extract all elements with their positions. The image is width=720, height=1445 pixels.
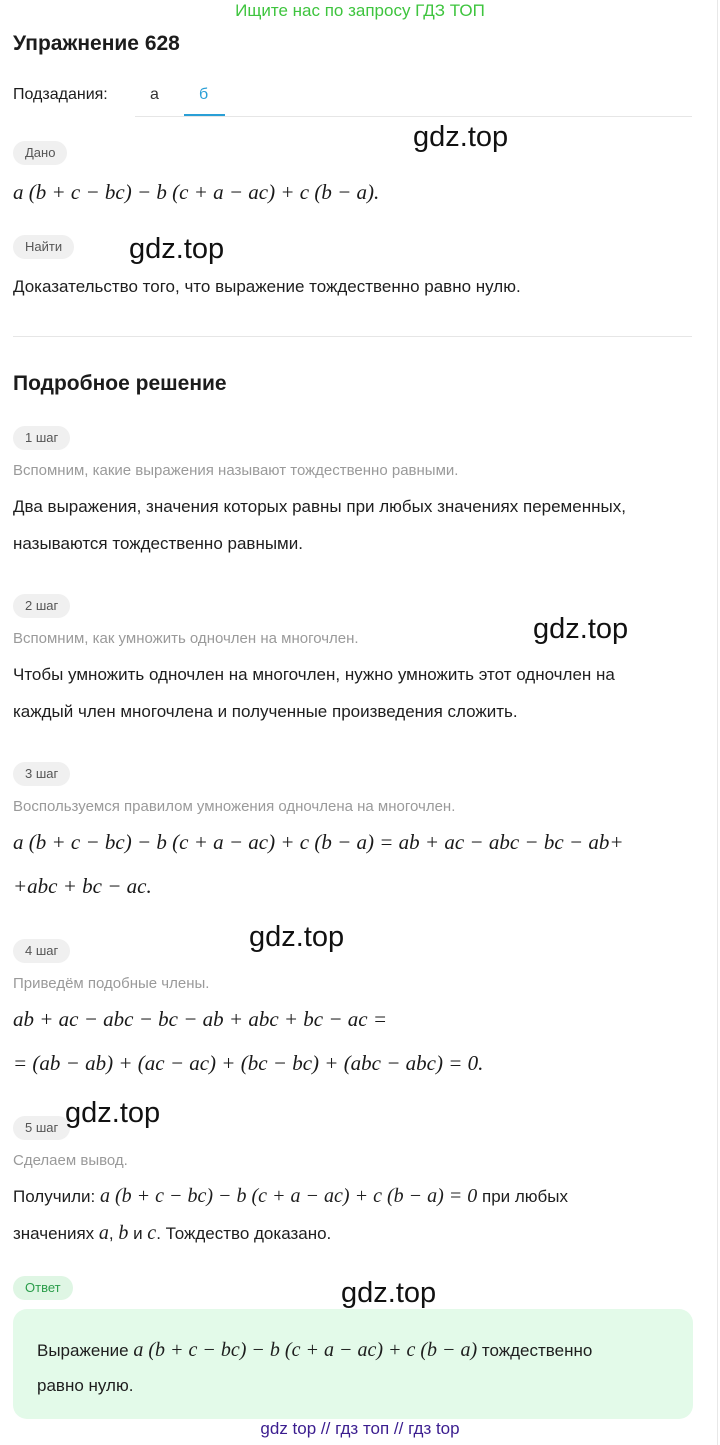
watermark: gdz.top — [129, 233, 225, 265]
tab-b[interactable]: б — [199, 86, 209, 103]
step-4-pill: 4 шаг — [13, 939, 70, 963]
step-2-pill: 2 шаг — [13, 594, 70, 618]
solution-title: Подробное решение — [13, 372, 227, 395]
step-5-line-1 — [13, 1185, 568, 1208]
step-5-pill: 5 шаг — [13, 1116, 70, 1140]
tab-a[interactable]: а — [150, 86, 159, 103]
step-5-line-1-post: при любых — [477, 1187, 568, 1206]
step-4-hint: Приведём подобные члены. — [13, 975, 210, 992]
active-tab-indicator — [184, 114, 225, 116]
page-title: Упражнение 628 — [13, 32, 180, 55]
answer-line-2: равно нулю. — [37, 1376, 134, 1395]
step-2-hint: Вспомним, как умножить одночлен на многочлен. — [13, 630, 359, 647]
step-3-pill: 3 шаг — [13, 762, 70, 786]
given-expression: a (b + c − bc) − b (c + a − ac) + c (b − a). — [13, 180, 380, 204]
step-3-math-2: +abc + bc − ac. — [13, 874, 152, 898]
var-a: a — [98, 1222, 109, 1244]
answer-pill: Ответ — [13, 1276, 73, 1300]
sep-1: , — [108, 1224, 119, 1243]
step-2-line-2: каждый член многочлена и полученные произведения сложить. — [13, 702, 518, 721]
step-4-math-1: ab + ac − abc − bc − ab + abc + bc − ac = — [13, 1007, 388, 1031]
step-5-line-1-pre: Получили: — [13, 1187, 100, 1206]
step-2-line-1: Чтобы умножить одночлен на многочлен, нужно умножить этот одночлен на — [13, 665, 615, 684]
watermark: gdz.top — [533, 613, 629, 645]
find-text: Доказательство того, что выражение тождественно равно нулю. — [13, 277, 521, 296]
watermark: gdz.top — [341, 1277, 437, 1309]
step-1-hint: Вспомним, какие выражения называют тождественно равными. — [13, 462, 459, 479]
step-4-math-2: = (ab − ab) + (ac − ac) + (bc − bc) + (abc − abc) = 0. — [13, 1051, 484, 1075]
step-5-hint: Сделаем вывод. — [13, 1152, 128, 1169]
answer-line-1-post: тождественно — [477, 1341, 593, 1360]
step-1-line-2: называются тождественно равными. — [13, 534, 303, 553]
subtasks-label: Подзадания: — [13, 86, 108, 103]
watermark: gdz.top — [413, 121, 509, 153]
answer-box — [13, 1309, 693, 1419]
tabs-divider — [135, 116, 692, 117]
find-pill: Найти — [13, 235, 74, 259]
section-divider — [13, 336, 692, 337]
step-5-math: a (b + c − bc) − b (c + a − ac) + c (b − a) = 0 — [99, 1185, 478, 1207]
step-1-pill: 1 шаг — [13, 426, 70, 450]
step-5-line-2-pre: значениях — [13, 1224, 99, 1243]
step-1-line-1: Два выражения, значения которых равны при любых значениях переменных, — [13, 497, 626, 516]
step-3-math-1: a (b + c − bc) − b (c + a − ac) + c (b − a) = ab + ac − abc − bc − ab+ — [13, 830, 624, 854]
watermark: gdz.top — [65, 1097, 161, 1129]
footer-links[interactable]: gdz top // гдз топ // гдз top — [260, 1419, 460, 1438]
step-3-hint: Воспользуемся правилом умножения одночлена на многочлен. — [13, 798, 456, 815]
search-banner: Ищите нас по запросу ГДЗ ТОП — [235, 1, 485, 20]
var-b: b — [118, 1222, 129, 1244]
given-pill: Дано — [13, 141, 67, 165]
sep-2: и — [128, 1224, 148, 1243]
step-5-line-2-post: . Тождество доказано. — [156, 1224, 332, 1243]
var-c: c — [147, 1222, 157, 1244]
answer-math: a (b + c − bc) − b (c + a − ac) + c (b − a) — [133, 1339, 478, 1361]
right-border — [717, 0, 718, 1445]
watermark: gdz.top — [249, 921, 345, 953]
answer-line-1 — [37, 1339, 592, 1362]
answer-line-1-pre: Выражение — [37, 1341, 134, 1360]
step-5-line-2 — [13, 1222, 331, 1245]
